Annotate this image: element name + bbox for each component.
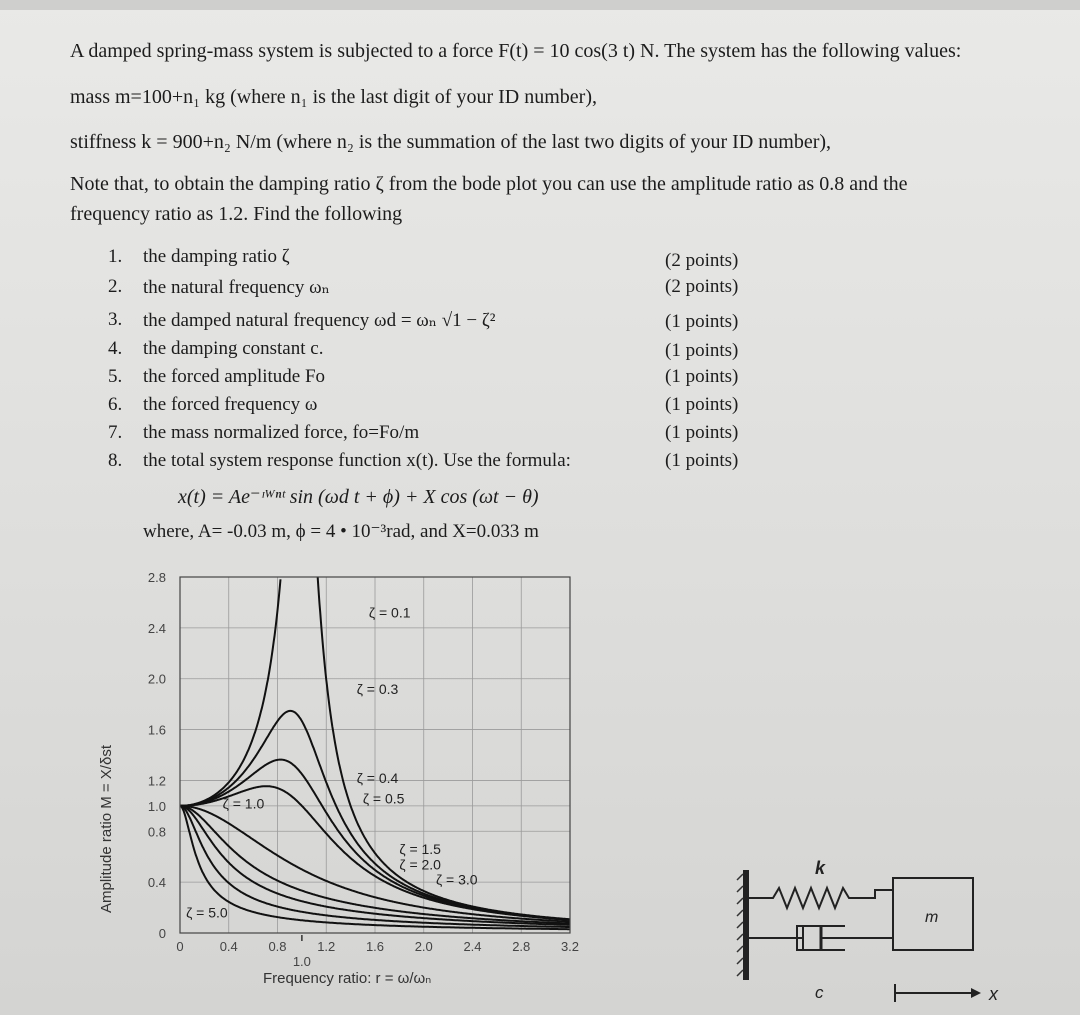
mass-label: m bbox=[925, 909, 939, 926]
question-points: (2 points) bbox=[665, 276, 739, 297]
intro-line-5: frequency ratio as 1.2. Find the following bbox=[70, 203, 403, 225]
x-tick-label: 0.4 bbox=[219, 939, 238, 954]
curve-label: ζ = 1.0 bbox=[222, 795, 265, 812]
question-points: (1 points) bbox=[665, 394, 739, 415]
question-num: 3. bbox=[108, 309, 123, 330]
x-tick-label: 0.8 bbox=[268, 939, 287, 954]
amplitude-ratio-chart bbox=[85, 565, 605, 1010]
y-tick-label: 1.6 bbox=[147, 722, 166, 738]
curve-label: ζ = 0.5 bbox=[362, 790, 405, 807]
question-text: the damping ratio ζ bbox=[143, 246, 290, 267]
curve-label: ζ = 1.5 bbox=[399, 841, 441, 858]
spring-mass-diagram bbox=[735, 850, 1035, 1010]
question-points: (1 points) bbox=[665, 340, 739, 361]
curve-label: ζ = 2.0 bbox=[399, 856, 441, 873]
y-tick-label: 2.4 bbox=[147, 620, 166, 636]
question-text: the forced frequency ω bbox=[143, 394, 318, 415]
x-tick-label: 1.0 bbox=[292, 954, 311, 969]
y-tick-label: 0.8 bbox=[147, 824, 166, 840]
intro-line-4: Note that, to obtain the damping ratio ζ from the bode plot you can use the amplitude ratio as 0.8 and the bbox=[70, 173, 908, 195]
y-tick-label: 1.0 bbox=[147, 798, 166, 814]
x-axis-label: Frequency ratio: r = ω/ωₙ bbox=[263, 970, 432, 987]
spring-label: k bbox=[815, 858, 826, 878]
y-axis-label: Amplitude ratio M = X/δst bbox=[98, 745, 115, 913]
damper bbox=[749, 926, 893, 950]
y-tick-label: 0.4 bbox=[147, 875, 166, 891]
given-values: where, A= -0.03 m, ϕ = 4 • 10⁻³rad, and X=0.033 m bbox=[143, 521, 539, 542]
question-text: the mass normalized force, fo=Fo/m bbox=[143, 422, 420, 443]
response-formula: x(t) = Ae⁻ᶦᵂⁿᵗ sin (ωd t + ϕ) + X cos (ωt − θ) bbox=[178, 486, 539, 508]
wall-hatch bbox=[737, 874, 743, 976]
y-tick-label: 1.2 bbox=[147, 773, 166, 789]
curve-label: ζ = 0.4 bbox=[356, 769, 399, 786]
arrow-head bbox=[971, 988, 981, 998]
question-text: the natural frequency ωₙ bbox=[143, 277, 330, 298]
question-num: 1. bbox=[108, 246, 123, 267]
curve-label: ζ = 3.0 bbox=[435, 871, 478, 888]
question-num: 2. bbox=[108, 276, 123, 297]
question-points: (1 points) bbox=[665, 366, 739, 387]
question-num: 6. bbox=[108, 394, 123, 415]
x-tick-label: 2.4 bbox=[463, 939, 482, 954]
x-tick-label: 0 bbox=[176, 939, 184, 954]
y-tick-label: 0 bbox=[158, 926, 166, 941]
chart-labels bbox=[148, 570, 579, 969]
curve-label: ζ = 0.3 bbox=[356, 680, 399, 697]
x-tick-label: 1.2 bbox=[317, 939, 336, 954]
question-points: (1 points) bbox=[665, 422, 739, 443]
question-text: the damping constant c. bbox=[143, 338, 324, 359]
x-tick-label: 2.8 bbox=[512, 939, 531, 954]
curve-label: ζ = 5.0 bbox=[186, 904, 228, 921]
y-tick-label: 2.8 bbox=[147, 570, 166, 585]
question-num: 7. bbox=[108, 422, 123, 443]
question-points: (2 points) bbox=[665, 250, 739, 271]
x-tick-label: 1.6 bbox=[365, 939, 385, 954]
y-tick-label: 2.0 bbox=[147, 671, 166, 687]
question-num: 4. bbox=[108, 338, 123, 359]
question-text: the total system response function x(t). Use the formula: bbox=[143, 450, 571, 471]
question-text: the forced amplitude Fo bbox=[143, 366, 326, 387]
chart-grid bbox=[180, 577, 570, 933]
x-tick-label: 3.2 bbox=[560, 939, 580, 954]
damper-label: c bbox=[815, 983, 824, 1002]
question-text: the damped natural frequency ωd = ωₙ √1 − ζ² bbox=[143, 310, 496, 331]
intro-line-2: mass m=100+n₁ kg (where n₁ is the last digit of your ID number), bbox=[70, 86, 597, 108]
wall bbox=[743, 870, 749, 980]
question-points: (1 points) bbox=[665, 450, 739, 471]
question-num: 8. bbox=[108, 450, 123, 471]
x-tick-label: 2.0 bbox=[414, 939, 433, 954]
top-edge bbox=[0, 0, 1080, 10]
intro-line-1: A damped spring-mass system is subjected to a force F(t) = 10 cos(3 t) N. The system has the following values: bbox=[70, 40, 962, 62]
question-points: (1 points) bbox=[665, 311, 739, 332]
curve-label: ζ = 0.1 bbox=[368, 604, 411, 621]
question-num: 5. bbox=[108, 366, 123, 387]
displacement-label: x bbox=[989, 984, 998, 1004]
spring bbox=[749, 888, 893, 908]
intro-line-3: stiffness k = 900+n₂ N/m (where n₂ is the summation of the last two digits of your ID number), bbox=[70, 131, 832, 153]
